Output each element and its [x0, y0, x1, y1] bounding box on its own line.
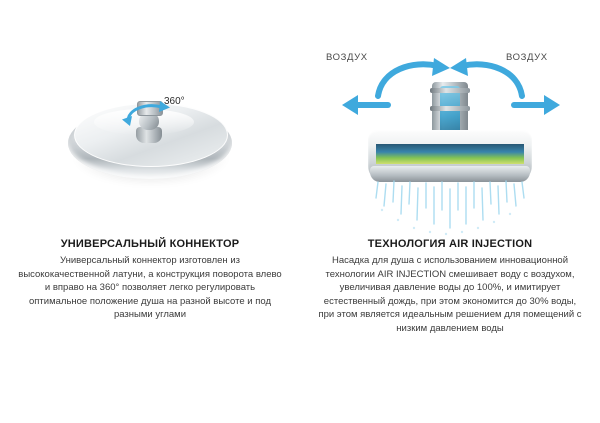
air-injection-head-illustration: [346, 72, 554, 232]
caption-universal-connector: [18, 238, 282, 322]
caption-body: Насадка для душа с использованием инновационной технологии AIR INJECTION смешивает воду с воздухом, увеличивая давление воды до 100%, и имитирует естественный дождь, при этом экономится до 30% воды, при этом является идеальным решением для помещений с низким давлением воды: [318, 255, 582, 334]
head-inner-mix-chamber: [376, 144, 524, 164]
neck-band-upper: [430, 88, 470, 93]
caption-body: Универсальный коннектор изготовлен из высококачественной латуни, а конструкция поворота влево и вправо на 360° позволяет легко регулировать оптимальное положение душа на разной высоте и под разными углами: [18, 255, 282, 320]
caption-title: ТЕХНОЛОГИЯ AIR INJECTION: [367, 238, 533, 250]
water-spray: [372, 180, 528, 236]
shower-head-disc-illustration: [64, 95, 236, 199]
water-column: [440, 86, 460, 136]
air-label-left: ВОЗДУХ: [326, 52, 368, 63]
air-label-right: ВОЗДУХ: [506, 52, 548, 63]
neck-band-lower: [430, 106, 470, 111]
caption-air-injection: [318, 238, 582, 335]
caption-title: УНИВЕРСАЛЬНЫЙ КОННЕКТОР: [60, 238, 240, 250]
rotation-degree-label: 360°: [164, 96, 185, 107]
